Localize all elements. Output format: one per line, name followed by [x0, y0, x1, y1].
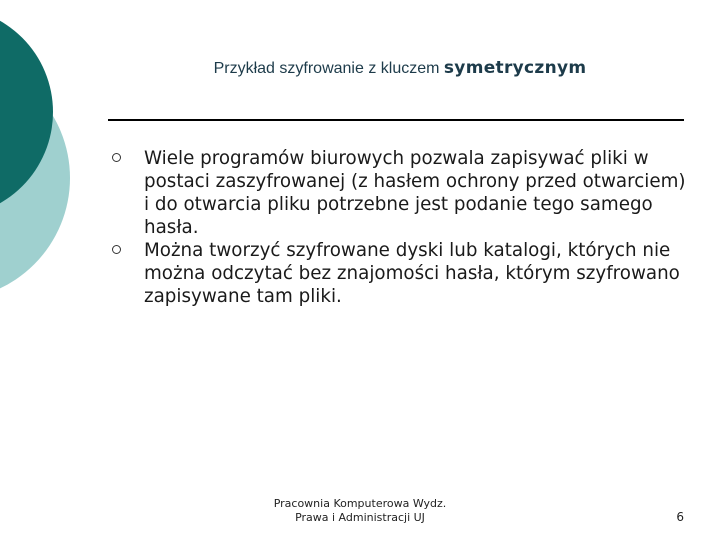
bullet-text: Można tworzyć szyfrowane dyski lub katalogi, których nie można odczytać bez znajomości hasła, którym szyfrowano zapisywane tam pliki.: [144, 240, 680, 307]
footer-line-1: Pracownia Komputerowa Wydz.: [273, 497, 447, 510]
decorative-circles: [0, 0, 120, 300]
footer-line-2: Prawa i Administracji UJ: [295, 511, 425, 524]
title-emphasis: symetrycznym: [443, 58, 587, 78]
footer: [220, 497, 500, 525]
title-text: Przykład szyfrowanie z kluczem: [213, 60, 444, 77]
slide-title: [110, 58, 690, 78]
bullet-item: [112, 147, 692, 239]
bullet-circle-icon: [112, 245, 121, 254]
page-number: 6: [676, 510, 684, 524]
bullet-circle-icon: [112, 153, 121, 162]
bullet-item: [112, 239, 692, 308]
bullet-list: [112, 147, 692, 308]
title-divider: [108, 119, 684, 121]
bullet-text: Wiele programów biurowych pozwala zapisywać pliki w postaci zaszyfrowanej (z hasłem ochrony przed otwarciem) i do otwarcia pliku potrzebne jest podanie tego samego hasła.: [144, 148, 686, 238]
